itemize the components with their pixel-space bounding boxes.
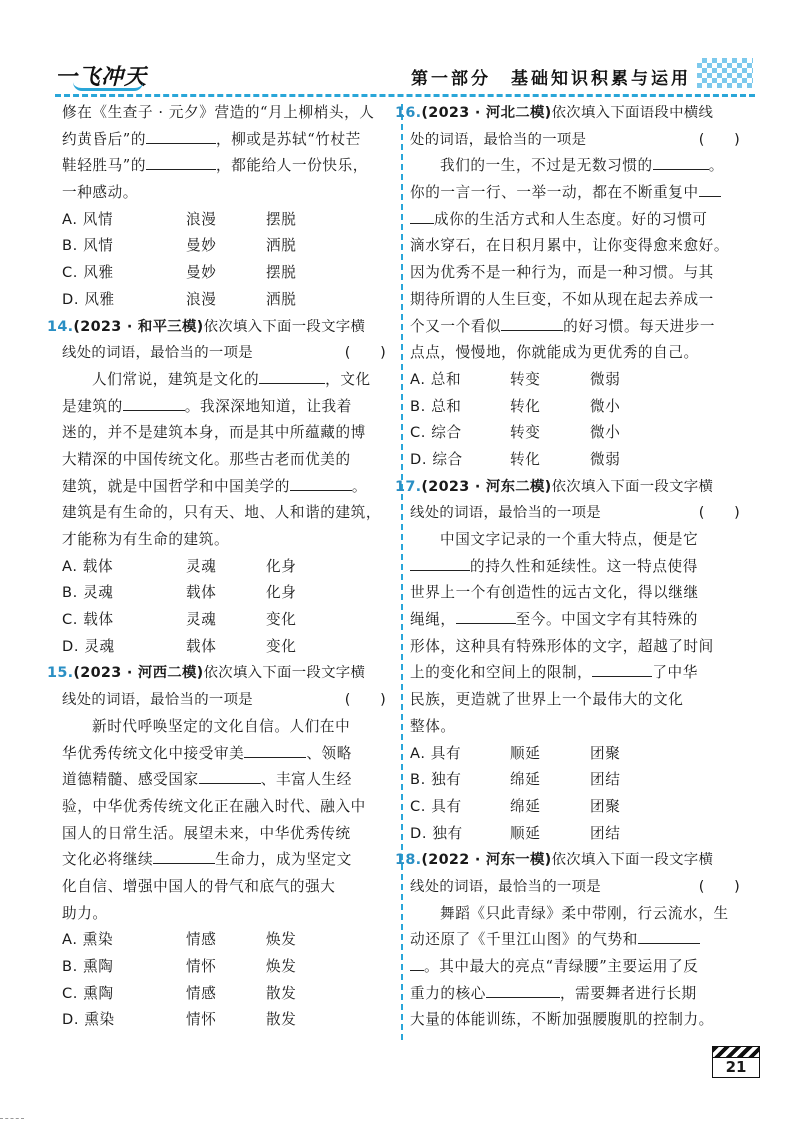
question-source: (2022 · 河东一模) xyxy=(421,852,552,869)
margin-mark xyxy=(0,1118,24,1123)
question-number: 14. xyxy=(47,318,74,335)
passage-line: 世界上一个有创造性的远古文化，得以继继 xyxy=(410,584,699,602)
answer-blank xyxy=(123,409,185,411)
passage-line: 形体，这种具有特殊形体的文字，超越了时间 xyxy=(410,637,714,655)
answer-blank xyxy=(146,168,216,170)
passage-line: 一种感动。 xyxy=(62,184,138,202)
question-header: 线处的词语，最恰当的一项是 ( ) xyxy=(410,500,746,527)
answer-paren: ( ) xyxy=(344,692,386,709)
passage-line: 因为优秀不是一种行为，而是一种习惯。与其 xyxy=(410,264,714,282)
option-c: C. 具有 绵延 团聚 xyxy=(410,797,621,815)
passage-line: 是建筑的 。我深深地知道，让我着 xyxy=(62,397,352,415)
answer-blank xyxy=(153,862,215,864)
answer-paren: ( ) xyxy=(698,131,740,148)
option-d: D. 风雅 浪漫 洒脱 xyxy=(62,290,297,308)
header-divider xyxy=(55,94,755,97)
question-header: 线处的词语，最恰当的一项是 ( ) xyxy=(410,874,746,901)
question-source: (2023 · 和平三模) xyxy=(73,318,204,335)
passage-line: 文化必将继续 生命力，成为坚定文 xyxy=(62,851,352,869)
passage-line: 道德精髓、感受国家 、丰富人生经 xyxy=(62,771,352,789)
option-d: D. 综合 转化 微弱 xyxy=(410,450,621,468)
answer-blank xyxy=(244,756,306,758)
left-column xyxy=(47,100,392,1034)
passage-line: 中国文字记录的一个重大特点，便是它 xyxy=(440,531,699,548)
passage-line: 的持久性和延续性。这一特点使得 xyxy=(410,554,746,581)
column-divider xyxy=(401,104,403,1040)
passage-line: 。其中最大的亮点“青绿腰”主要运用了反 xyxy=(410,954,746,981)
passage-line: 动还原了《千里江山图》的气势和 xyxy=(410,927,746,954)
option-b: B. 风情 曼妙 洒脱 xyxy=(62,237,297,255)
question-header: 14.(2023 · 和平三模)依次填入下面一段文字横 xyxy=(47,318,366,335)
option-a: A. 风情 浪漫 摆脱 xyxy=(62,210,297,228)
answer-paren: ( ) xyxy=(698,505,740,522)
answer-blank xyxy=(501,329,563,331)
passage-line: 国人的日常生活。展望未来，中华优秀传统 xyxy=(62,824,351,842)
option-d: D. 独有 顺延 团结 xyxy=(410,824,621,842)
question-number: 18. xyxy=(395,852,422,869)
question-header: 17.(2023 · 河东二模)依次填入下面一段文字横 xyxy=(395,478,714,495)
logo-swoosh-decoration xyxy=(73,82,143,91)
question-header: 线处的词语，最恰当的一项是 ( ) xyxy=(62,340,392,367)
option-d: D. 熏染 情怀 散发 xyxy=(62,1011,297,1029)
answer-blank xyxy=(259,382,325,384)
section-title: 第一部分 基础知识积累与运用 xyxy=(411,69,691,89)
answer-blank xyxy=(410,569,470,571)
question-header: 线处的词语，最恰当的一项是 ( ) xyxy=(62,687,392,714)
passage-line: 华优秀传统文化中接受审美 、领略 xyxy=(62,744,352,762)
passage-line: 滴水穿石，在日积月累中，让你变得愈来愈好。 xyxy=(410,237,730,255)
option-c: C. 熏陶 情感 散发 xyxy=(62,984,297,1002)
passage-line: 助力。 xyxy=(62,904,108,922)
question-17 xyxy=(395,474,746,848)
passage-line: 验，中华优秀传统文化正在融入时代、融入中 xyxy=(62,797,366,815)
answer-blank xyxy=(410,222,434,224)
passage-line: 迷的，并不是建筑本身，而是其中所蕴藏的博 xyxy=(62,424,366,442)
passage-line: 新时代呼唤坚定的文化自信。人们在中 xyxy=(92,717,351,735)
passage-line: 人们常说，建筑是文化的 ，文化 xyxy=(92,370,371,388)
passage-line: 我们的一生，不过是无数习惯的 。 xyxy=(440,157,724,175)
question-header: 处的词语，最恰当的一项是 ( ) xyxy=(410,127,746,154)
passage-line: 期待所谓的人生巨变，不如从现在起去养成一 xyxy=(410,290,714,308)
answer-blank xyxy=(699,195,721,197)
answer-blank xyxy=(456,622,516,624)
passage-line: 化自信、增强中国人的骨气和底气的强大 xyxy=(62,877,336,895)
option-c: C. 综合 转变 微小 xyxy=(410,424,621,442)
question-number: 17. xyxy=(395,478,422,495)
passage-line: 重力的核心 ，需要舞者进行长期 xyxy=(410,984,697,1002)
passage-line: 鞋轻胜马”的 ，都能给人一份快乐， xyxy=(62,157,368,175)
option-d: D. 灵魂 载体 变化 xyxy=(62,637,297,655)
option-a: A. 载体 灵魂 化身 xyxy=(62,557,297,575)
question-16 xyxy=(395,100,746,474)
option-c: C. 载体 灵魂 变化 xyxy=(62,611,297,629)
answer-paren: ( ) xyxy=(698,878,740,895)
answer-blank xyxy=(290,489,352,491)
passage-line: 上的变化和空间上的限制， 了中华 xyxy=(410,664,698,682)
answer-blank xyxy=(638,942,700,944)
answer-blank xyxy=(410,969,424,971)
passage-line: 舞蹈《只此青绿》柔中带刚，行云流水，生 xyxy=(440,904,729,922)
brand-logo: 一飞冲天 xyxy=(55,64,148,90)
option-a: A. 具有 顺延 团聚 xyxy=(410,744,621,762)
question-15 xyxy=(47,660,392,1034)
passage-line: 个又一个看似 的好习惯。每天进步一 xyxy=(410,317,716,335)
option-a: A. 熏染 情感 焕发 xyxy=(62,931,297,949)
answer-blank xyxy=(653,168,709,170)
page-header xyxy=(55,52,755,96)
passage-line: 才能称为有生命的建筑。 xyxy=(62,531,230,548)
passage-line: 成你的生活方式和人生态度。好的习惯可 xyxy=(410,207,746,234)
answer-blank xyxy=(592,675,652,677)
question-number: 15. xyxy=(47,665,74,682)
passage-line: 点点，慢慢地，你就能成为更优秀的自己。 xyxy=(410,344,699,362)
answer-blank xyxy=(199,782,261,784)
passage-line: 大量的体能训练，不断加强腰腹肌的控制力。 xyxy=(410,1011,714,1029)
page-number-badge xyxy=(712,1046,760,1076)
option-b: B. 灵魂 载体 化身 xyxy=(62,584,297,602)
question-14 xyxy=(47,314,392,661)
answer-paren: ( ) xyxy=(344,345,386,362)
question-header: 15.(2023 · 河西二模)依次填入下面一段文字横 xyxy=(47,665,366,682)
question-number: 16. xyxy=(395,105,422,121)
option-c: C. 风雅 曼妙 摆脱 xyxy=(62,264,297,282)
option-b: B. 总和 转化 微小 xyxy=(410,397,621,415)
answer-blank xyxy=(146,142,216,144)
page-number: 21 xyxy=(712,1057,760,1078)
passage-line: 约黄昏后”的 ，柳或是苏轼“竹杖芒 xyxy=(62,130,361,148)
passage-line: 建筑是有生命的，只有天、地、人和谐的建筑， xyxy=(62,504,382,522)
question-source: (2023 · 河东二模) xyxy=(421,478,552,495)
question-source: (2023 · 河西二模) xyxy=(73,665,204,682)
passage-line: 建筑，就是中国哲学和中国美学的 。 xyxy=(62,477,368,495)
option-a: A. 总和 转变 微弱 xyxy=(410,370,621,388)
passage-line: 民族，更造就了世界上一个最伟大的文化 xyxy=(410,691,684,709)
option-b: B. 独有 绵延 团结 xyxy=(410,771,621,789)
question-13-continuation xyxy=(62,100,392,314)
checker-pattern-decoration xyxy=(697,58,753,88)
passage-line: 绳绳， 至今。中国文字有其特殊的 xyxy=(410,611,698,629)
passage-line: 修在《生查子 · 元夕》营造的“月上柳梢头，人 xyxy=(62,104,375,121)
question-18 xyxy=(395,847,746,1034)
passage-line: 你的一言一行、一举一动，都在不断重复中 xyxy=(410,180,746,207)
question-header: 18.(2022 · 河东一模)依次填入下面一段文字横 xyxy=(395,852,714,869)
option-b: B. 熏陶 情怀 焕发 xyxy=(62,958,297,975)
right-column xyxy=(395,100,746,1034)
passage-line: 大精深的中国传统文化。那些古老而优美的 xyxy=(62,450,351,468)
answer-blank xyxy=(486,996,560,998)
question-header: 16.(2023 · 河北二模)依次填入下面语段中横线 xyxy=(395,105,714,121)
passage-line: 整体。 xyxy=(410,717,456,735)
question-source: (2023 · 河北二模) xyxy=(421,105,552,121)
